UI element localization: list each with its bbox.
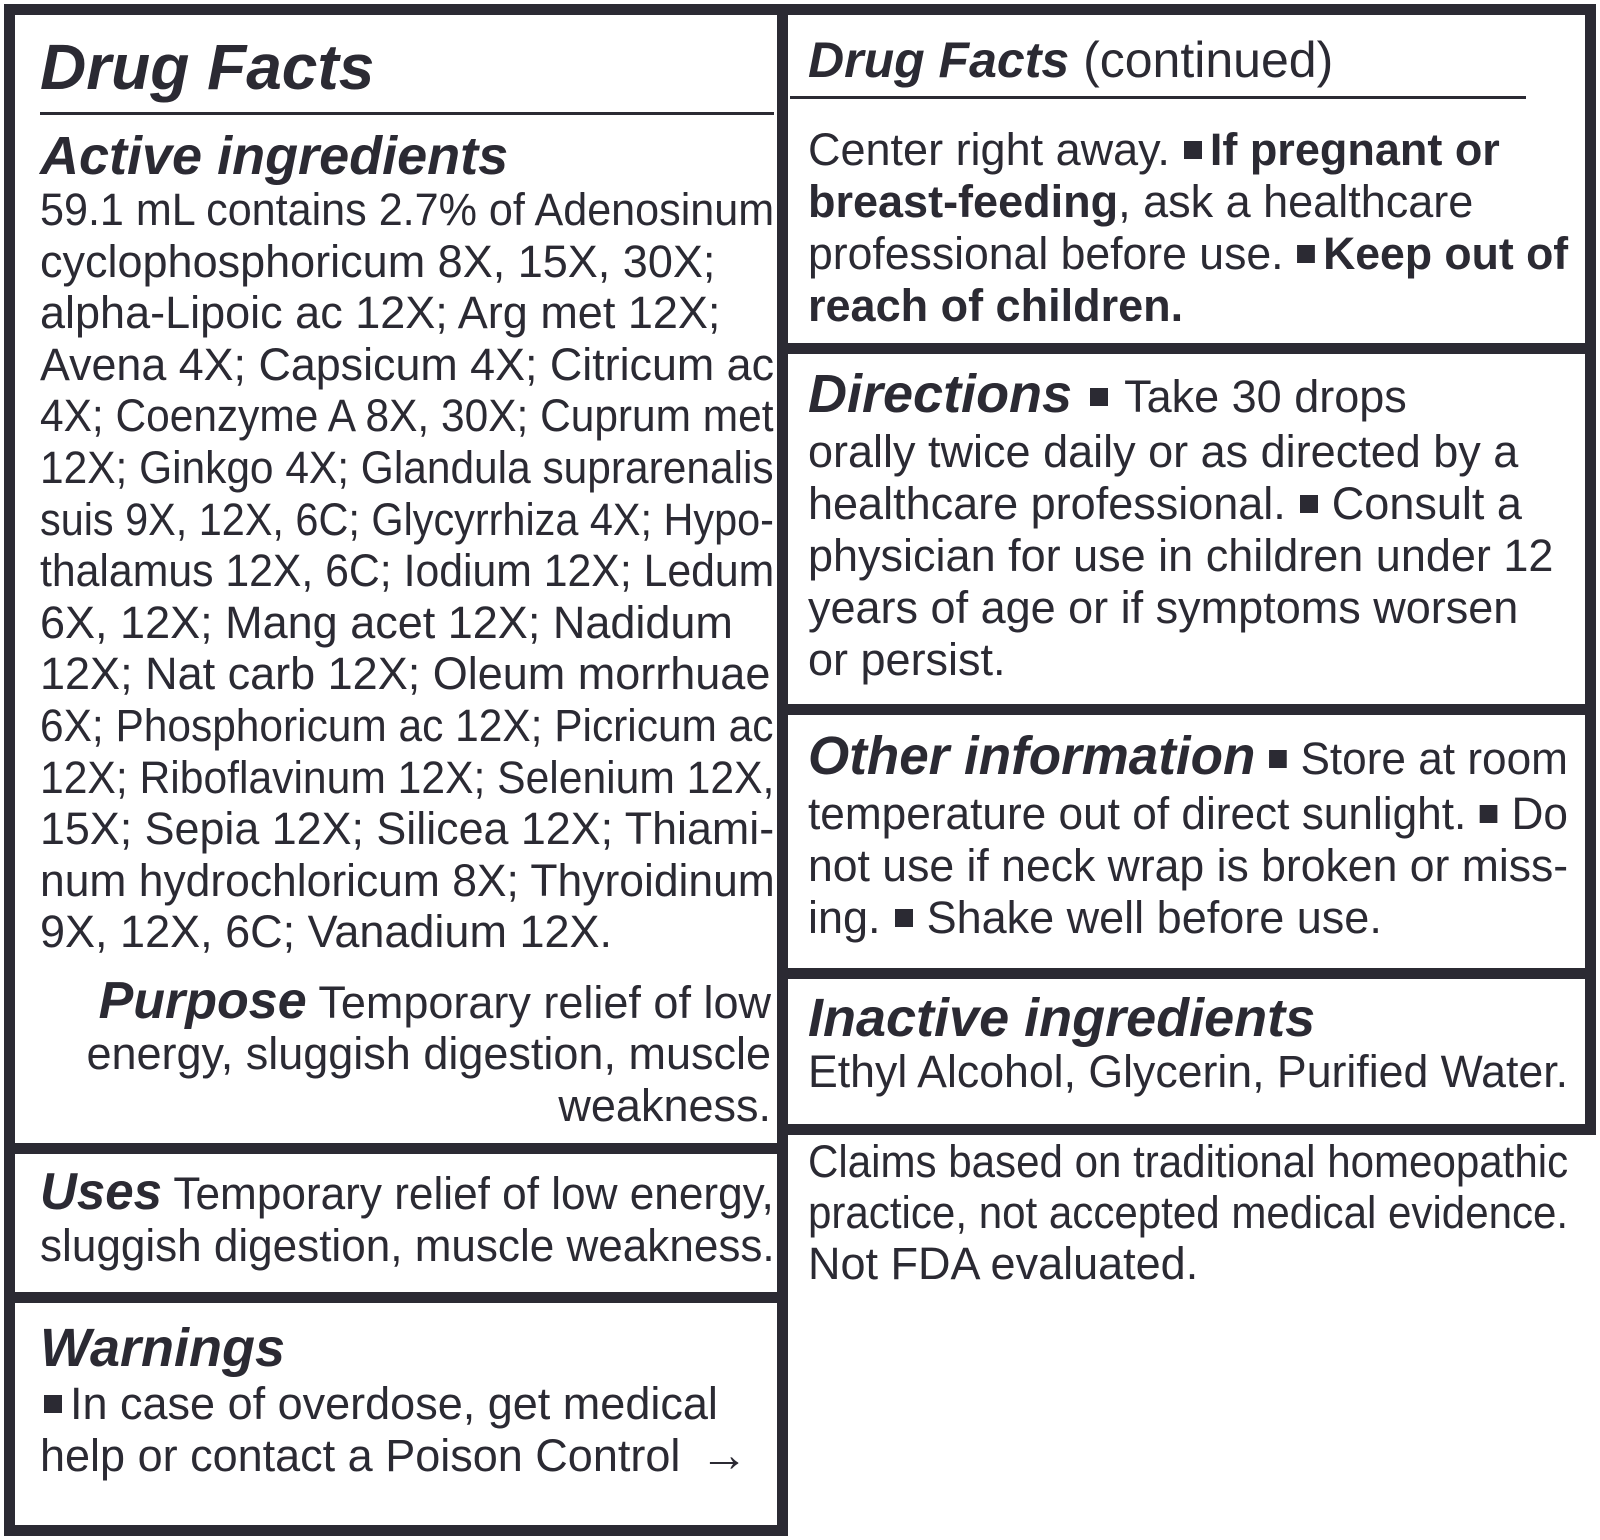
other-text-4b: Shake well before use. <box>926 892 1382 943</box>
warnings-heading: Warnings <box>40 1318 286 1378</box>
warnings-line-1 <box>40 1378 718 1430</box>
claims-line-2: practice, not accepted medical evidence. <box>808 1187 1569 1238</box>
active-ingredient-line: suis 9X, 12X, 6C; Glycyrrhiza 4X; Hypo- <box>40 493 774 545</box>
continued-title-rule <box>790 96 1526 99</box>
bullet-square-icon <box>895 909 913 927</box>
uses-heading: Uses <box>40 1163 162 1221</box>
uses-line-1 <box>40 1163 774 1221</box>
purpose-text-1: Temporary relief of low <box>318 977 771 1028</box>
directions-line-4: physician for use in children under 12 <box>808 530 1554 581</box>
cont-line-4: reach of children. <box>808 280 1184 331</box>
active-ingredient-line: 12X; Riboflavinum 12X; Selenium 12X, <box>40 751 775 803</box>
directions-line-2: orally twice daily or as directed by a <box>808 426 1519 477</box>
active-ingredient-line: 9X, 12X, 6C; Vanadium 12X. <box>40 906 613 958</box>
keep-out-reach: Keep out of <box>1323 228 1569 279</box>
warnings-text-1: In case of overdose, get medical <box>70 1378 718 1429</box>
bullet-square-icon <box>44 1395 62 1413</box>
bullet-square-icon <box>1480 805 1498 823</box>
other-text-2b: Do <box>1511 788 1568 839</box>
page-title: Drug Facts <box>40 31 375 103</box>
directions-heading: Directions <box>808 364 1073 424</box>
uses-text-1: Temporary relief of low energy, <box>173 1168 774 1219</box>
active-ingredient-line: 6X; Phosphoricum ac 12X; Picricum ac <box>40 700 774 751</box>
cont-line-3 <box>808 228 1568 280</box>
other-text-4: ing. <box>808 892 881 943</box>
uses-line-2: sluggish digestion, muscle weakness. <box>40 1220 775 1271</box>
directions-line-5: years of age or if symptoms worsen <box>808 582 1519 633</box>
breast-feeding: breast-feeding <box>808 176 1119 227</box>
purpose-heading: Purpose <box>98 972 307 1030</box>
bullet-square-icon <box>1297 245 1315 263</box>
continued-title-main: Drug Facts <box>808 32 1070 88</box>
warnings-line-2: help or contact a Poison Control <box>40 1430 681 1481</box>
other-line-3: not use if neck wrap is broken or miss- <box>808 840 1569 891</box>
pregnant-warning: If pregnant or <box>1209 124 1500 175</box>
title-rule <box>40 112 774 115</box>
bullet-square-icon <box>1090 388 1108 406</box>
directions-text-3b: Consult a <box>1331 478 1522 529</box>
active-ingredient-line: 12X; Ginkgo 4X; Glandula suprarenalis <box>40 442 774 493</box>
active-ingredient-line: 15X; Sepia 12X; Silicea 12X; Thiami- <box>40 803 775 855</box>
purpose-line-1 <box>98 972 771 1030</box>
active-ingredient-line: 6X, 12X; Mang acet 12X; Nadidum <box>40 596 733 648</box>
other-line-2 <box>808 788 1568 840</box>
cont-line-2 <box>808 176 1473 228</box>
active-ingredient-line: 4X; Coenzyme A 8X, 30X; Cuprum met <box>40 390 774 442</box>
bullet-square-icon <box>1300 495 1318 513</box>
inactive-ingredients-text: Ethyl Alcohol, Glycerin, Purified Water. <box>808 1046 1569 1097</box>
continued-title-suffix: (continued) <box>1083 32 1334 88</box>
directions-line-3 <box>808 478 1522 530</box>
cont-line-1 <box>808 124 1500 176</box>
active-ingredient-line: thalamus 12X, 6C; Iodium 12X; Ledum <box>40 545 775 597</box>
active-ingredient-line: 12X; Nat carb 12X; Oleum morrhuae <box>40 648 771 700</box>
other-line-1 <box>808 726 1568 786</box>
other-line-4 <box>808 892 1382 944</box>
directions-line-1 <box>808 364 1407 424</box>
continue-arrow-icon: → <box>700 1429 748 1482</box>
bullet-square-icon <box>1184 141 1202 159</box>
cont-text-3: professional before use. <box>808 228 1284 279</box>
purpose-line-2: energy, sluggish digestion, muscle <box>86 1028 771 1079</box>
active-ingredient-line: cyclophosphoricum 8X, 15X, 30X; <box>40 235 716 287</box>
directions-text-1: Take 30 drops <box>1124 371 1407 422</box>
continued-title <box>808 32 1333 88</box>
other-information-heading: Other information <box>808 726 1256 786</box>
claims-line-3: Not FDA evaluated. <box>808 1238 1199 1289</box>
active-ingredient-line: num hydrochloricum 8X; Thyroidinum <box>40 854 775 906</box>
bullet-square-icon <box>1269 750 1287 768</box>
directions-text-3: healthcare professional. <box>808 478 1286 529</box>
directions-line-6: or persist. <box>808 634 1006 685</box>
cont-text-1: Center right away. <box>808 124 1170 175</box>
inactive-ingredients-heading: Inactive ingredients <box>808 988 1316 1048</box>
active-ingredients-heading: Active ingredients <box>40 126 509 186</box>
claims-line-1: Claims based on traditional homeopathic <box>808 1136 1569 1187</box>
other-text-1: Store at room <box>1300 733 1568 784</box>
other-text-2: temperature out of direct sunlight. <box>808 788 1467 839</box>
active-ingredient-line: Avena 4X; Capsicum 4X; Citricum ac <box>40 338 775 390</box>
cont-text-2: , ask a healthcare <box>1118 176 1474 227</box>
active-ingredient-line: alpha-Lipoic ac 12X; Arg met 12X; <box>40 287 721 339</box>
purpose-line-3: weakness. <box>558 1080 771 1131</box>
active-ingredient-line: 59.1 mL contains 2.7% of Adenosinum <box>40 184 775 235</box>
